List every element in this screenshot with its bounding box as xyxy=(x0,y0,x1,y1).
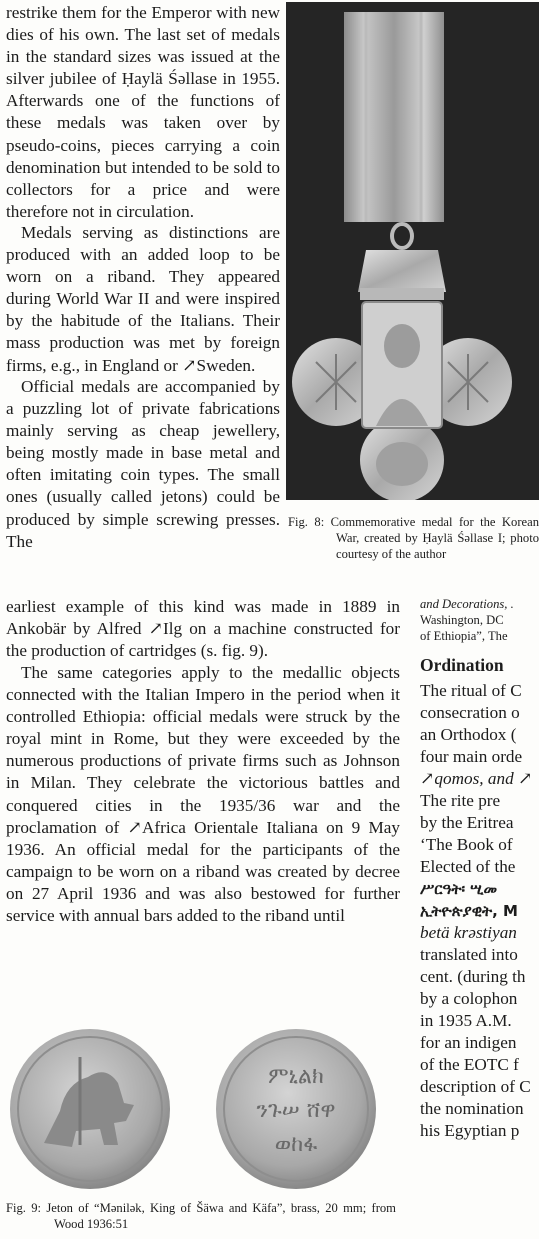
text-line: for an indigen xyxy=(420,1033,517,1052)
text-line: ኢትዮጵያዊት, M xyxy=(420,902,518,920)
paragraph-italian-impero: The same categories apply to the medallic objects connected with the Italian Impero in the period when it controlled Ethiopia: official medals were struck by the royal mint in Rome, but they were exceeded by the numerous productions of private firms such as Johnson in Milan. They celebrate the victorious battles and conquered cities in the 1935/36 war and the proclamation of ↗Africa Orientale Italiana on 9 May 1936. An official medal for the participants of the campaign to be worn on a riband was created by decree on 27 April 1936 and was also bestowed for further service with annual bars added to the riband until xyxy=(6,663,400,926)
text-line: The rite pre xyxy=(420,791,501,810)
paragraph-distinction-medals: Medals serving as distinctions are produced with an added loop to be worn on a riband. They appeared during World War II and were inspired by the habitude of the Italians. Their mass production was met by foreign firms, e.g., in England or ↗Sweden. xyxy=(6,223,280,375)
text-line: ↗qomos, and ↗ xyxy=(420,769,533,788)
paragraph-restrike: restrike them for the Emperor with new dies of his own. The last set of medals in the standard sizes was issued at the silver jubilee of Ḥaylä Śəllase in 1955. Afterwards one of the functions of these medals was taken over by pseudo-coins, pieces carrying a coin denomination but intended to be sold to collectors for a price and were therefore not in circulation. xyxy=(6,3,280,221)
figure-8-label: Fig. 8: xyxy=(288,515,325,529)
figure-9-caption xyxy=(6,1200,396,1232)
text-line: translated into xyxy=(420,945,518,964)
text-line: by a colophon xyxy=(420,989,518,1008)
paragraph-earliest-jeton: earliest example of this kind was made in 1889 in Ankobär by Alfred ↗Ilg on a machine constructed for the production of cartridges (s. fig. 9). xyxy=(6,597,400,661)
text-line: betä krəstiyan xyxy=(420,923,517,942)
figure-8-medal-photo xyxy=(286,2,539,500)
text-line: cent. (during th xyxy=(420,967,526,986)
korean-war-medal-image xyxy=(286,2,539,500)
figure-9-label: Fig. 9: xyxy=(6,1201,42,1215)
text-line: consecration o xyxy=(420,703,520,722)
jeton-inscription-line-2: ንጉሠ ሸዋ xyxy=(256,1098,336,1123)
section-heading-ordination: Ordination xyxy=(420,655,504,675)
reference-line-2: Washington, DC xyxy=(420,613,504,627)
figure-8-caption xyxy=(288,514,539,563)
reference-line-3: of Ethiopia”, The xyxy=(420,629,508,643)
text-line: the nomination xyxy=(420,1099,524,1118)
text-line: his Egyptian p xyxy=(420,1121,520,1140)
text-line: in 1935 A.M. xyxy=(420,1011,512,1030)
text-line: The ritual of C xyxy=(420,681,522,700)
jeton-inscription-line-1: ምኒልክ xyxy=(268,1064,324,1089)
figure-9-caption-text: Jeton of “Mənilək, King of Šäwa and Käfa”, brass, 20 mm; from Wood 1936:51 xyxy=(46,1201,396,1232)
text-line: by the Eritrea xyxy=(420,813,514,832)
text-line: of the EOTC f xyxy=(420,1055,519,1074)
jeton-inscription-line-3: ወከፋ xyxy=(274,1132,318,1157)
text-line: description of C xyxy=(420,1077,531,1096)
text-line: ሥርዓት፡ ሢመ xyxy=(420,880,498,898)
text-line: four main orde xyxy=(420,747,523,766)
text-line: an Orthodox ( xyxy=(420,725,517,744)
reference-line-1: and Decorations, . xyxy=(420,597,514,611)
figure-8-caption-text: Commemorative medal for the Korean War, created by Ḥaylä Śəllase I; photo courtesy of the author xyxy=(330,515,539,562)
paragraph-private-fabrications: Official medals are accompanied by a puzzling lot of private fabrications mainly serving as cheap jewellery, being mostly made in base metal and often imitating coin types. The small ones (usually called jetons) could be produced by simple screwing presses. The xyxy=(6,377,280,551)
text-line: Elected of the xyxy=(420,857,516,876)
figure-9-jeton-image xyxy=(6,1025,396,1193)
text-line: ‘The Book of xyxy=(420,835,513,854)
